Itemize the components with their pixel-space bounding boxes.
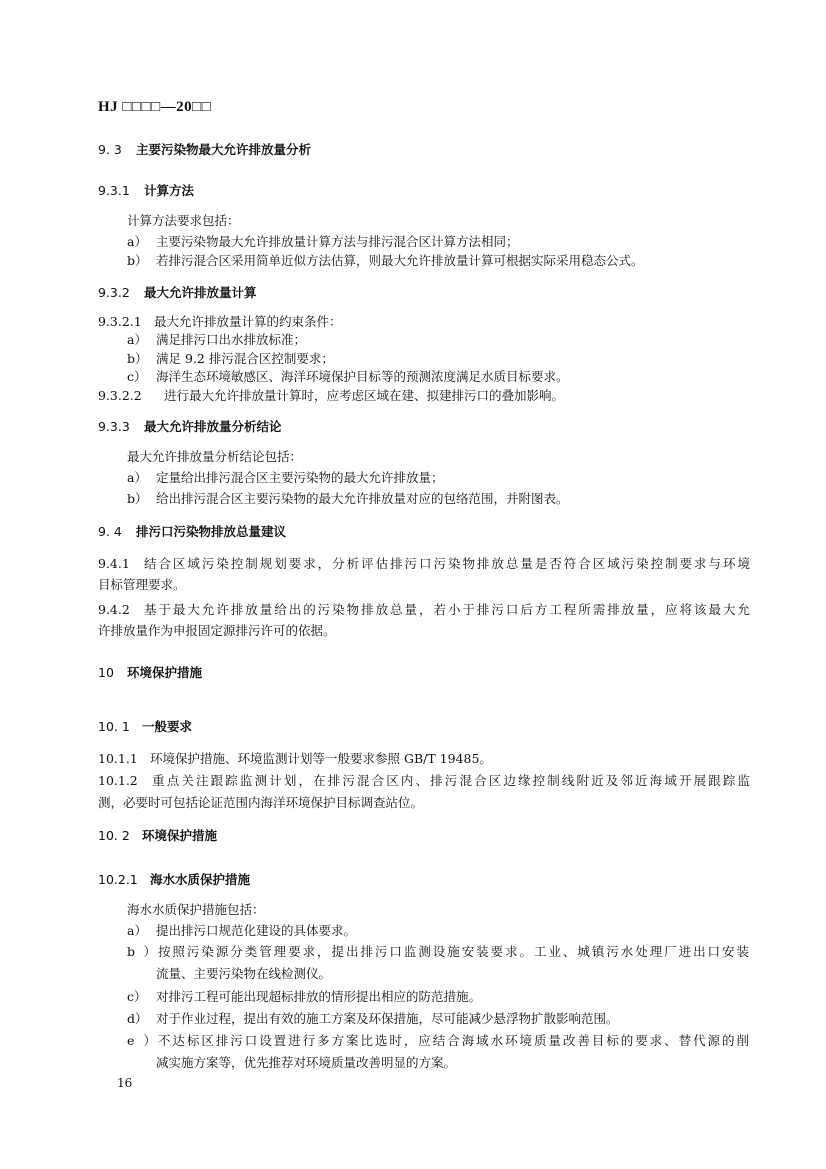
section-title: 环境保护措施: [127, 665, 203, 680]
list-label: b）: [127, 491, 148, 506]
section-number: 9. 3: [98, 142, 122, 157]
clause-text: 进行最大允许排放量计算时，应考虑区域在建、拟建排污口的叠加影响。: [164, 388, 565, 403]
page-number: 16: [117, 1076, 133, 1090]
list-label: b）: [127, 351, 148, 366]
section-9-3-heading: [98, 141, 311, 159]
standard-code-header: HJ □□□□—20□□: [98, 99, 212, 115]
clause-10-1-2-line1: [98, 772, 750, 790]
clause-text: 重点关注跟踪监测计划，在排污混合区内、排污混合区边缘控制线附近及邻近海域开展跟踪监: [150, 773, 750, 788]
section-title: 最大允许排放量计算: [144, 285, 257, 300]
list-item-continuation: 减实施方案等，优先推荐对环境质量改善明显的方案。: [156, 1055, 457, 1070]
paragraph-intro: 最大允许排放量分析结论包括：: [127, 449, 303, 464]
list-item: [127, 469, 444, 487]
clause-text: 结合区域污染控制规划要求，分析评估排污口污染物排放总量是否符合区域污染控制要求与环境: [142, 556, 750, 571]
section-title: 主要污染物最大允许排放量分析: [136, 142, 312, 157]
list-item: [127, 922, 356, 940]
clause-text: 最大允许排放量计算的约束条件：: [154, 314, 342, 329]
list-item: [127, 490, 569, 508]
list-text: 对排污工程可能出现超标排放的情形提出相应的防范措施。: [156, 989, 482, 1004]
list-text: 给出排污混合区主要污染物的最大允许排放量对应的包络范围，并附图表。: [156, 491, 569, 506]
section-number: 9.3.2: [98, 285, 130, 300]
list-label: e）: [127, 1033, 156, 1048]
list-item-continuation: 流量、主要污染物在线检测仪。: [156, 966, 332, 981]
section-title: 环境保护措施: [142, 828, 218, 843]
list-item: [127, 368, 569, 386]
list-label: a）: [127, 234, 147, 249]
section-9-3-1-heading: [98, 182, 194, 200]
clause-10-1-1: [98, 750, 492, 768]
list-text: 提出排污口规范化建设的具体要求。: [156, 923, 357, 938]
section-number: 10: [98, 665, 114, 680]
list-item: [127, 350, 334, 368]
clause-9-4-2-line2: 许排放量作为申报固定源排污许可的依据。: [98, 623, 336, 638]
list-text: 满足排污口出水排放标准；: [156, 332, 307, 347]
list-label: a）: [127, 332, 147, 347]
section-10-2-1-heading: [98, 871, 250, 889]
list-item: [127, 331, 306, 349]
list-text: 对于作业过程，提出有效的施工方案及环保措施，尽可能减少悬浮物扩散影响范围。: [156, 1011, 619, 1026]
section-9-4-heading: [98, 523, 286, 541]
section-title: 一般要求: [142, 719, 193, 734]
clause-9-4-2-line1: [98, 601, 750, 619]
section-number: 9. 4: [98, 524, 122, 539]
clause-number: 9.4.1: [98, 556, 130, 571]
list-item: [127, 1010, 619, 1028]
section-title: 计算方法: [144, 183, 195, 198]
section-title: 最大允许排放量分析结论: [144, 419, 282, 434]
list-label: a）: [127, 470, 147, 485]
clause-number: 9.3.2.1: [98, 314, 142, 329]
clause-10-1-2-line2: 测，必要时可包括论证范围内海洋环境保护目标调查站位。: [98, 795, 424, 810]
list-text: 若排污混合区采用简单近似方法估算，则最大允许排放量计算可根据实际采用稳态公式。: [156, 253, 644, 268]
list-label: a）: [127, 923, 147, 938]
clause-9-4-1-line1: [98, 555, 750, 573]
clause-number: 9.4.2: [98, 602, 130, 617]
list-text: 定量给出排污混合区主要污染物的最大允许排放量；: [156, 470, 444, 485]
clause-number: 9.3.2.2: [98, 388, 142, 403]
clause-9-3-2-1: [98, 313, 342, 331]
clause-number: 10.1.2: [98, 773, 138, 788]
list-label: d）: [127, 1011, 148, 1026]
section-title: 海水水质保护措施: [150, 872, 251, 887]
section-10-1-heading: [98, 718, 192, 736]
clause-9-4-1-line2: 目标管理要求。: [98, 577, 186, 592]
section-9-3-3-heading: [98, 418, 282, 436]
list-label: c）: [127, 989, 147, 1004]
clause-number: 10.1.1: [98, 751, 138, 766]
paragraph-intro: 计算方法要求包括：: [127, 213, 240, 228]
section-number: 9.3.3: [98, 419, 130, 434]
list-text: 主要污染物最大允许排放量计算方法与排污混合区计算方法相同；: [156, 234, 519, 249]
list-label: c）: [127, 369, 147, 384]
section-10-heading: [98, 664, 202, 682]
list-text: 按照污染源分类管理要求，提出排污口监测设施安装要求。工业、城镇污水处理厂进出口安装: [156, 944, 749, 959]
list-label: b）: [127, 944, 156, 959]
section-number: 10. 2: [98, 828, 130, 843]
list-text: 海洋生态环境敏感区、海洋环境保护目标等的预测浓度满足水质目标要求。: [156, 369, 569, 384]
list-item: [127, 1032, 749, 1050]
list-item: [127, 943, 749, 961]
section-10-2-heading: [98, 827, 217, 845]
clause-9-3-2-2: [98, 387, 564, 405]
paragraph-intro: 海水水质保护措施包括：: [127, 902, 265, 917]
clause-text: 环境保护措施、环境监测计划等一般要求参照 GB/T 19485。: [150, 751, 492, 766]
list-label: b）: [127, 253, 148, 268]
list-text: 不达标区排污口设置进行多方案比选时，应结合海域水环境质量改善目标的要求、替代源的削: [156, 1033, 749, 1048]
list-text: 满足 9.2 排污混合区控制要求；: [156, 351, 334, 366]
list-item: [127, 233, 519, 251]
clause-text: 基于最大允许排放量给出的污染物排放总量，若小于排污口后方工程所需排放量，应将该最大允: [142, 602, 750, 617]
section-number: 10.2.1: [98, 872, 138, 887]
list-item: [127, 252, 644, 270]
section-9-3-2-heading: [98, 284, 257, 302]
section-number: 10. 1: [98, 719, 130, 734]
section-number: 9.3.1: [98, 183, 130, 198]
section-title: 排污口污染物排放总量建议: [136, 524, 287, 539]
list-item: [127, 988, 481, 1006]
